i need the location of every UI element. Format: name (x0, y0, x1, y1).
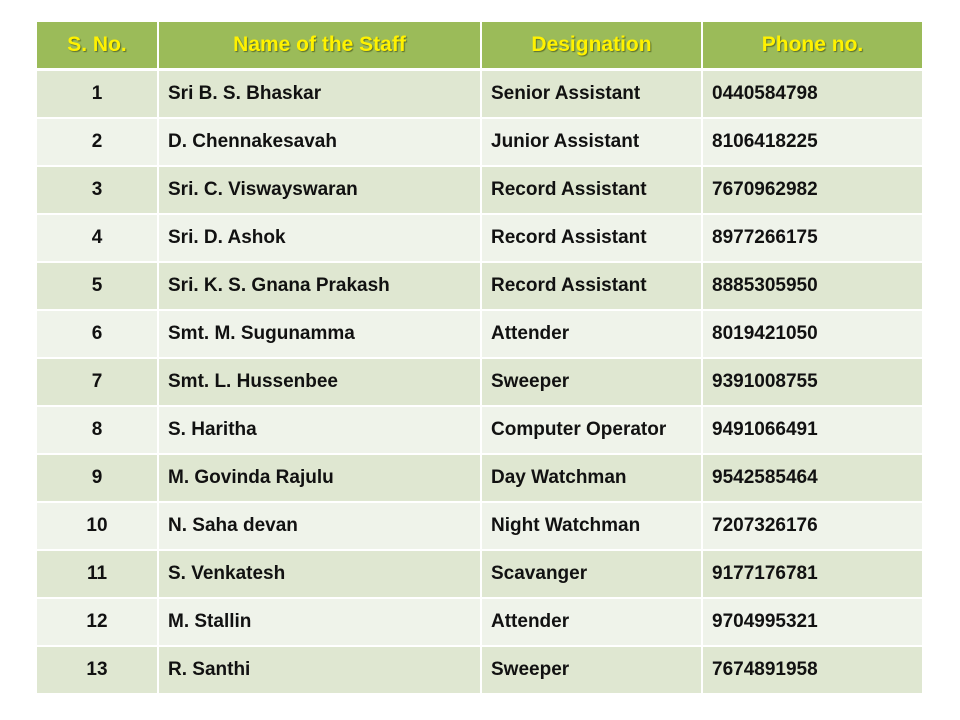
cell-name: D. Chennakesavah (158, 118, 481, 166)
table-row (37, 406, 922, 454)
table-row (37, 358, 922, 406)
cell-sno: 11 (37, 550, 158, 598)
cell-name: R. Santhi (158, 646, 481, 694)
cell-designation: Record Assistant (481, 262, 702, 310)
table-body (37, 70, 922, 695)
cell-sno: 8 (37, 406, 158, 454)
cell-phone: 9177176781 (702, 550, 922, 598)
cell-phone: 7674891958 (702, 646, 922, 694)
cell-designation: Attender (481, 310, 702, 358)
cell-sno: 5 (37, 262, 158, 310)
cell-sno: 9 (37, 454, 158, 502)
cell-phone: 8885305950 (702, 262, 922, 310)
cell-sno: 2 (37, 118, 158, 166)
cell-name: S. Haritha (158, 406, 481, 454)
header-phone: Phone no. (702, 22, 922, 70)
cell-sno: 10 (37, 502, 158, 550)
cell-phone: 0440584798 (702, 70, 922, 119)
cell-name: Sri B. S. Bhaskar (158, 70, 481, 119)
cell-designation: Night Watchman (481, 502, 702, 550)
cell-sno: 12 (37, 598, 158, 646)
cell-designation: Record Assistant (481, 214, 702, 262)
cell-phone: 9391008755 (702, 358, 922, 406)
header-name: Name of the Staff (158, 22, 481, 70)
cell-name: S. Venkatesh (158, 550, 481, 598)
staff-table (37, 22, 922, 695)
cell-phone: 8977266175 (702, 214, 922, 262)
table-row (37, 70, 922, 119)
cell-name: Sri. C. Viswayswaran (158, 166, 481, 214)
table-row (37, 310, 922, 358)
cell-designation: Scavanger (481, 550, 702, 598)
table-row (37, 550, 922, 598)
cell-name: M. Stallin (158, 598, 481, 646)
cell-sno: 7 (37, 358, 158, 406)
cell-sno: 4 (37, 214, 158, 262)
cell-sno: 6 (37, 310, 158, 358)
cell-sno: 1 (37, 70, 158, 119)
header-designation: Designation (481, 22, 702, 70)
table-row (37, 646, 922, 694)
cell-name: M. Govinda Rajulu (158, 454, 481, 502)
cell-designation: Sweeper (481, 646, 702, 694)
cell-phone: 9542585464 (702, 454, 922, 502)
cell-name: N. Saha devan (158, 502, 481, 550)
cell-designation: Junior Assistant (481, 118, 702, 166)
cell-sno: 3 (37, 166, 158, 214)
cell-phone: 9704995321 (702, 598, 922, 646)
table-row (37, 118, 922, 166)
cell-name: Smt. L. Hussenbee (158, 358, 481, 406)
cell-designation: Record Assistant (481, 166, 702, 214)
cell-designation: Sweeper (481, 358, 702, 406)
cell-name: Sri. D. Ashok (158, 214, 481, 262)
header-row (37, 22, 922, 70)
table-row (37, 166, 922, 214)
table-row (37, 454, 922, 502)
table-row (37, 262, 922, 310)
cell-phone: 9491066491 (702, 406, 922, 454)
header-sno: S. No. (37, 22, 158, 70)
cell-phone: 8019421050 (702, 310, 922, 358)
cell-sno: 13 (37, 646, 158, 694)
table-row (37, 214, 922, 262)
cell-name: Smt. M. Sugunamma (158, 310, 481, 358)
cell-phone: 7670962982 (702, 166, 922, 214)
cell-designation: Computer Operator (481, 406, 702, 454)
table-row (37, 502, 922, 550)
cell-phone: 7207326176 (702, 502, 922, 550)
table-row (37, 598, 922, 646)
cell-designation: Day Watchman (481, 454, 702, 502)
cell-designation: Attender (481, 598, 702, 646)
cell-phone: 8106418225 (702, 118, 922, 166)
table-header (37, 22, 922, 70)
cell-name: Sri. K. S. Gnana Prakash (158, 262, 481, 310)
cell-designation: Senior Assistant (481, 70, 702, 119)
